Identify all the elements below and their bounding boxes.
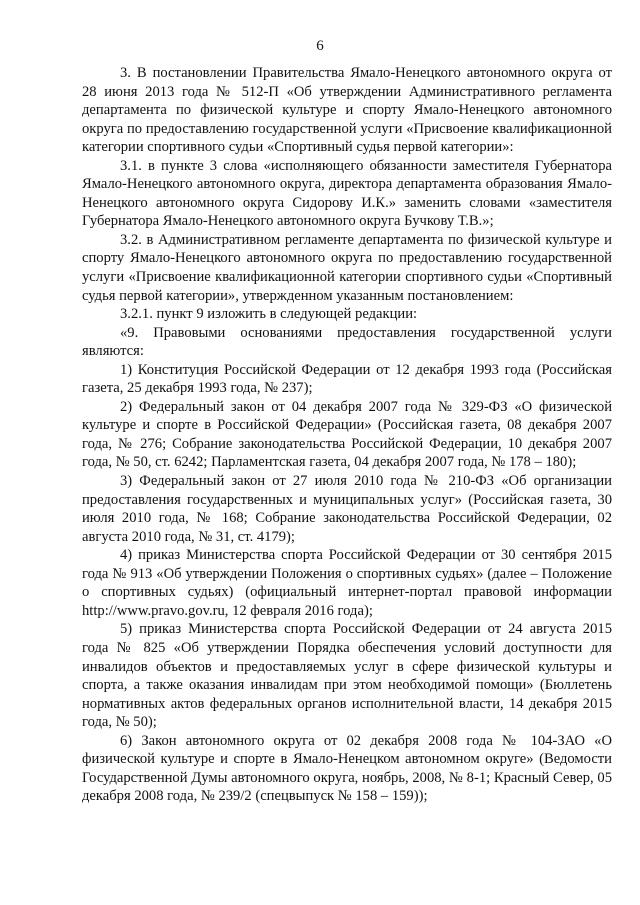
paragraph-item-9-intro: «9. Правовыми основаниями предоставления государственной услуги являются:: [82, 324, 612, 360]
list-item-2: 2) Федеральный закон от 04 декабря 2007 года № 329-ФЗ «О физической культуре и спорте в Российской Федерации» (Российская газета, 08 декабря 2007 года, № 276; Собрание законодательства Российской Федерации, 10 декабря 2007 года, № 50, ст. 6242; Парламентская газета, 04 декабря 2007 года, № 178 – 180);: [82, 398, 612, 471]
paragraph-3: 3. В постановлении Правительства Ямало-Ненецкого автономного округа от 28 июня 2013 года № 512-П «Об утверждении Административного регламента департамента по физической культуре и спорту Ямало-Ненецкого автономного округа по предоставлению государственной услуги «Присвоение квалификационной категории спортивного судьи «Спортивный судья первой категории»:: [82, 65, 612, 156]
list-item-1: 1) Конституция Российской Федерации от 12 декабря 1993 года (Российская газета, 25 декабря 1993 года, № 237);: [82, 361, 612, 397]
document-body: [82, 64, 612, 806]
paragraph-3-2: 3.2. в Административном регламенте департамента по физической культуре и спорту Ямало-Ненецкого автономного округа по предоставлению государственной услуги «Присвоение квалификационной категории спортивного судьи «Спортивный судья первой категории», утвержденном указанным постановлением:: [82, 231, 612, 304]
list-item-5: 5) приказ Министерства спорта Российской Федерации от 24 августа 2015 года № 825 «Об утверждении Порядка обеспечения условий доступности для инвалидов объектов и предоставляемых услуг в сфере физической культуры и спорта, а также оказания инвалидам при этом необходимой помощи» (Бюллетень нормативных актов федеральных органов исполнительной власти, 14 декабря 2015 года, № 50);: [82, 621, 612, 731]
list-item-6: 6) Закон автономного округа от 02 декабря 2008 года № 104-ЗАО «О физической культуре и спорте в Ямало-Ненецком автономном округе» (Ведомости Государственной Думы автономного округа, ноябрь, 2008, № 8-1; Красный Север, 05 декабря 2008 года, № 239/2 (спецвыпуск № 158 – 159));: [82, 732, 612, 805]
page-number: 6: [316, 38, 324, 54]
list-item-3: 3) Федеральный закон от 27 июля 2010 года № 210-ФЗ «Об организации предоставления государственных и муниципальных услуг» (Российская газета, 30 июля 2010 года, № 168; Собрание законодательства Российской Федерации, 02 августа 2010 года, № 31, ст. 4179);: [82, 473, 612, 545]
paragraph-3-2-1: 3.2.1. пункт 9 изложить в следующей редакции:: [120, 306, 418, 323]
list-item-4: 4) приказ Министерства спорта Российской Федерации от 30 сентября 2015 года № 913 «Об утверждении Положения о спортивных судьях» (далее – Положение о спортивных судьях) (официальный интернет-портал правовой информации http://www.pravo.gov.ru, 12 февраля 2016 года);: [82, 547, 612, 619]
paragraph-3-1: 3.1. в пункте 3 слова «исполняющего обязанности заместителя Губернатора Ямало-Ненецкого автономного округа, директора департамента образования Ямало-Ненецкого автономного округа Сидорову И.К.» заменить словами «заместителя Губернатора Ямало-Ненецкого автономного округа Бучкову Т.В.»;: [82, 157, 612, 230]
